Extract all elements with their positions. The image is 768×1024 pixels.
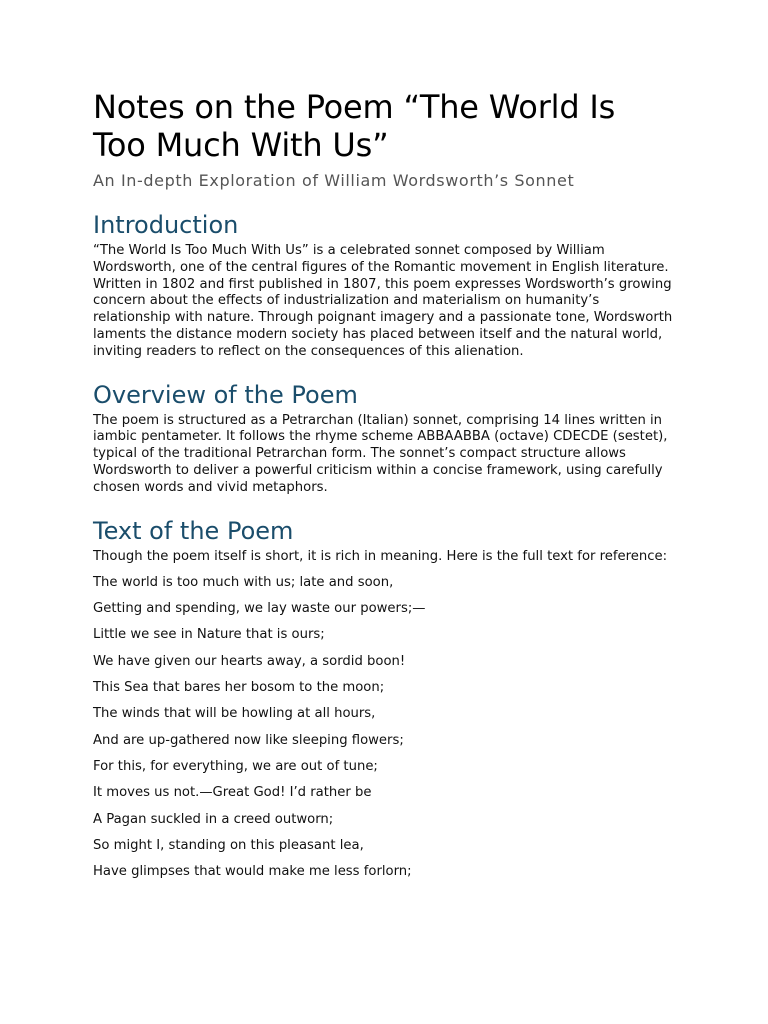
poem-line: It moves us not.—Great God! I’d rather be [93, 785, 372, 801]
document-title: Notes on the Poem “The World Is Too Much With Us” [93, 88, 616, 164]
poem-text-intro: Though the poem itself is short, it is rich in meaning. Here is the full text for reference: [93, 548, 668, 564]
poem-line: Getting and spending, we lay waste our powers;— [93, 601, 426, 617]
poem-lines [93, 575, 674, 881]
poem-text-heading: Text of the Poem [93, 516, 294, 545]
poem-line: So might I, standing on this pleasant lea, [93, 837, 364, 853]
poem-line: We have given our hearts away, a sordid boon! [93, 653, 406, 669]
poem-line: The world is too much with us; late and soon, [93, 574, 394, 590]
poem-line: Have glimpses that would make me less forlorn; [93, 864, 412, 880]
introduction-paragraph: “The World Is Too Much With Us” is a celebrated sonnet composed by William Wordsworth, one of the central figures of the Romantic movement in English literature. Written in 1802 and first published in 1807, this poem expresses Wordsworth’s growing concern about the effects of industrialization and materialism on humanity’s relationship with nature. Through poignant imagery and a passionate tone, Wordsworth laments the distance modern society has placed between itself and the natural world, inviting readers to reflect on the consequences of this alienation. [93, 243, 673, 359]
introduction-heading: Introduction [93, 211, 239, 239]
poem-line: For this, for everything, we are out of tune; [93, 758, 378, 774]
poem-line: The winds that will be howling at all hours, [93, 706, 376, 722]
poem-line: A Pagan suckled in a creed outworn; [93, 811, 334, 827]
document-subtitle: An In-depth Exploration of William Wordsworth’s Sonnet [93, 171, 575, 190]
poem-line: This Sea that bares her bosom to the moon; [93, 680, 385, 696]
poem-line: And are up-gathered now like sleeping flowers; [93, 732, 404, 748]
overview-heading: Overview of the Poem [93, 380, 358, 409]
overview-paragraph: The poem is structured as a Petrarchan (Italian) sonnet, comprising 14 lines written in iambic pentameter. It follows the rhyme scheme ABBAABBA (octave) CDECDE (sestet), typical of the traditional Petrarchan form. The sonnet’s compact structure allows Wordsworth to deliver a powerful criticism within a concise framework, using carefully chosen words and vivid metaphors. [93, 412, 668, 495]
poem-line: Little we see in Nature that is ours; [93, 627, 325, 643]
